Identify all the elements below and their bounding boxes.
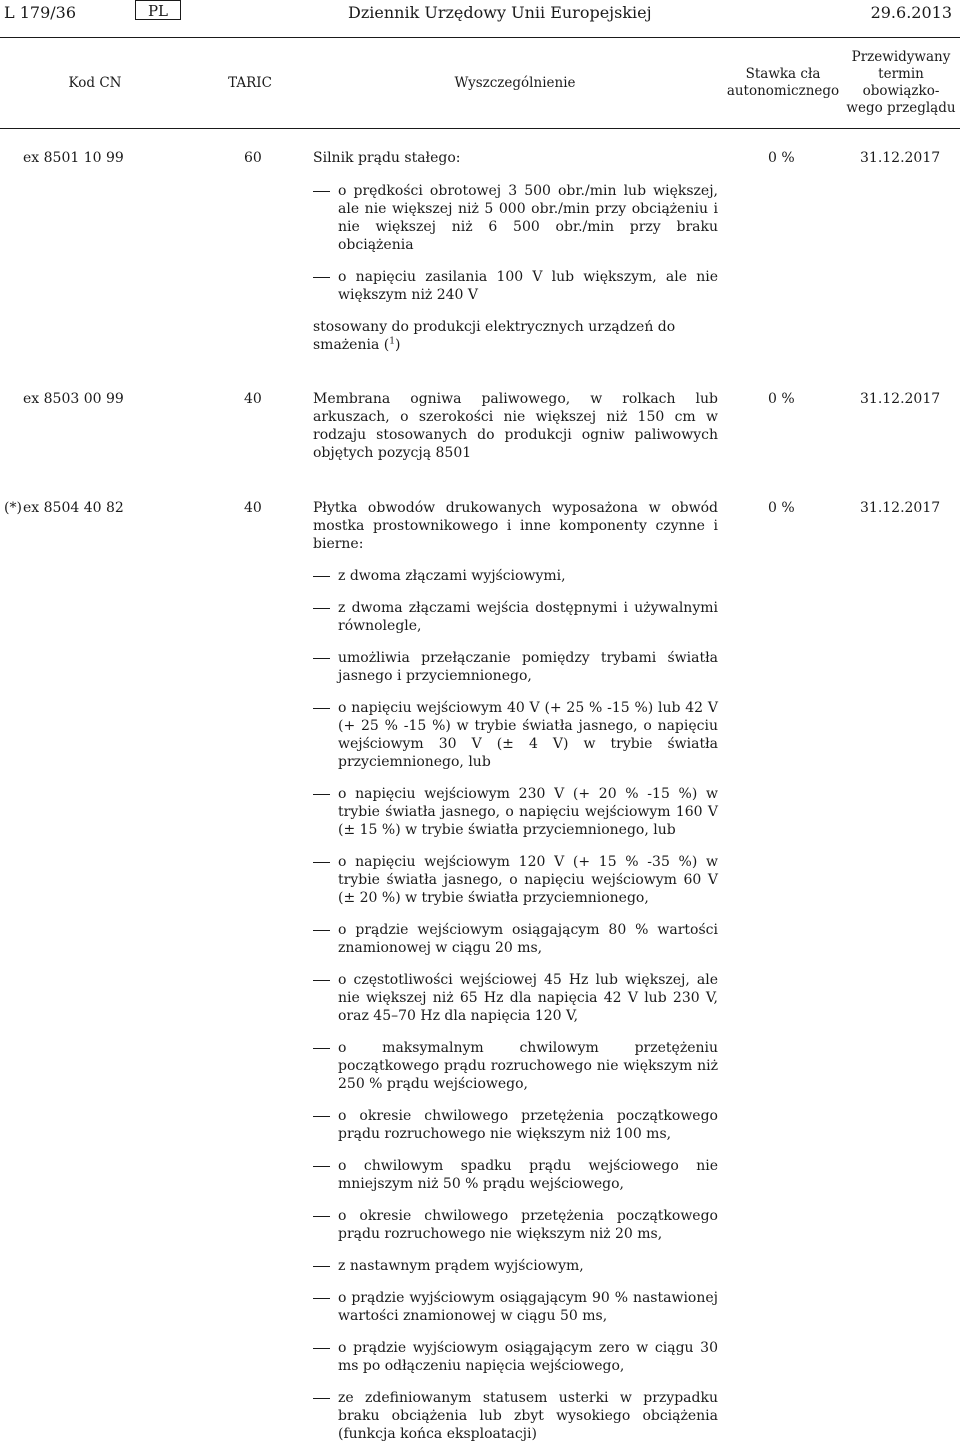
- description-dash-item: umożliwia przełączanie pomiędzy trybami światła jasnego i przyciemnionego,: [313, 649, 718, 685]
- page-header: [0, 0, 960, 28]
- duty-rate: 0 %: [768, 150, 795, 166]
- table-row: [0, 499, 960, 1443]
- description: [313, 390, 718, 462]
- description: [313, 499, 718, 1443]
- description-dash-item: o częstotliwości wejściowej 45 Hz lub większej, ale nie większej niż 65 Hz dla napięcia 42 V lub 230 V, oraz 45–70 Hz dla napięcia 120 V,: [313, 971, 718, 1025]
- taric-code: 60: [244, 150, 262, 166]
- description-intro: Membrana ogniwa paliwowego, w rolkach lub arkuszach, o szerokości nie większej niż 150 cm w rodzaju stosowanych do produkcji ogniw paliwowych objętych pozycją 8501: [313, 391, 718, 461]
- description: [313, 149, 718, 354]
- publication-date: 29.6.2013: [870, 3, 952, 22]
- description-dash-item: o chwilowym spadku prądu wejściowego nie mniejszym niż 50 % prądu wejściowego,: [313, 1157, 718, 1193]
- taric-code: 40: [244, 391, 262, 407]
- description-dash-item: o prądzie wyjściowym osiągającym 90 % nastawionej wartości znamionowej w ciągu 50 ms,: [313, 1289, 718, 1325]
- table-header: [0, 38, 960, 129]
- duty-rate: 0 %: [768, 391, 795, 407]
- description-dash-item: o okresie chwilowego przetężenia początkowego prądu rozruchowego nie większym niż 20 ms,: [313, 1207, 718, 1243]
- table-body: [0, 128, 960, 1443]
- description-intro: Płytka obwodów drukowanych wyposażona w obwód mostka prostownikowego i inne komponenty czynne i bierne:: [313, 500, 718, 552]
- review-date: 31.12.2017: [860, 391, 941, 407]
- taric-code: 40: [244, 500, 262, 516]
- description-dash-item: o napięciu wejściowym 40 V (+ 25 % -15 %) lub 42 V (+ 25 % -15 %) w trybie światła jasnego, o napięciu wejściowym 30 V (± 4 V) w trybie światła przyciemnionego, lub: [313, 699, 718, 771]
- amendment-marker: (*): [4, 500, 22, 516]
- column-header-kod-cn: Kod CN: [68, 74, 122, 91]
- description-dash-item: ze zdefiniowanym statusem usterki w przypadku braku obciążenia lub zbyt wysokiego obciążenia (funkcja końca eksploatacji): [313, 1389, 718, 1443]
- review-date: 31.12.2017: [860, 500, 941, 516]
- description-dash-item: z dwoma złączami wejścia dostępnymi i używalnymi równolegle,: [313, 599, 718, 635]
- column-header-review-date: Przewidywany termin obowiązko- wego przeglądu: [846, 49, 956, 116]
- journal-title: Dziennik Urzędowy Unii Europejskiej: [348, 3, 652, 22]
- column-header-taric: TARIC: [228, 74, 272, 91]
- cn-code: ex 8503 00 99: [23, 391, 124, 407]
- description-outro: stosowany do produkcji elektrycznych urządzeń do smażenia ($^1$): [313, 319, 676, 353]
- description-dash-item: o okresie chwilowego przetężenia początkowego prądu rozruchowego nie większym niż 100 ms,: [313, 1107, 718, 1143]
- duty-rate: 0 %: [768, 500, 795, 516]
- description-dash-item: o prądzie wyjściowym osiągającym zero w ciągu 30 ms po odłączeniu napięcia wejściowego,: [313, 1339, 718, 1375]
- language-badge: PL: [135, 0, 181, 20]
- description-intro: Silnik prądu stałego:: [313, 150, 461, 166]
- table-row: [0, 149, 960, 354]
- description-dash-item: z nastawnym prądem wyjściowym,: [313, 1257, 718, 1275]
- page-reference: L 179/36: [4, 3, 76, 22]
- review-date: 31.12.2017: [860, 150, 941, 166]
- column-header-duty-rate: Stawka cła autonomicznego: [726, 66, 840, 99]
- description-dash-item: o prądzie wejściowym osiągającym 80 % wartości znamionowej w ciągu 20 ms,: [313, 921, 718, 957]
- description-dash-item: o napięciu wejściowym 230 V (+ 20 % -15 %) w trybie światła jasnego, o napięciu wejściowym 160 V (± 15 %) w trybie światła przyciemnionego, lub: [313, 785, 718, 839]
- description-dash-item: z dwoma złączami wyjściowymi,: [313, 567, 718, 585]
- description-dash-item: o maksymalnym chwilowym przetężeniu początkowego prądu rozruchowego nie większym niż 250 % prądu wejściowego,: [313, 1039, 718, 1093]
- table-row: [0, 390, 960, 462]
- cn-code: ex 8504 40 82: [23, 500, 124, 516]
- cn-code: ex 8501 10 99: [23, 150, 124, 166]
- column-header-description: Wyszczególnienie: [454, 74, 576, 91]
- description-dash-item: o prędkości obrotowej 3 500 obr./min lub większej, ale nie większej niż 5 000 obr./min przy obciążeniu i nie większej niż 6 500 obr./min przy braku obciążenia: [313, 182, 718, 254]
- description-dash-item: o napięciu zasilania 100 V lub większym, ale nie większym niż 240 V: [313, 268, 718, 304]
- description-dash-item: o napięciu wejściowym 120 V (+ 15 % -35 %) w trybie światła jasnego, o napięciu wejściowym 60 V (± 20 %) w trybie światła przyciemnionego,: [313, 853, 718, 907]
- footnote-reference[interactable]: 1: [389, 336, 395, 347]
